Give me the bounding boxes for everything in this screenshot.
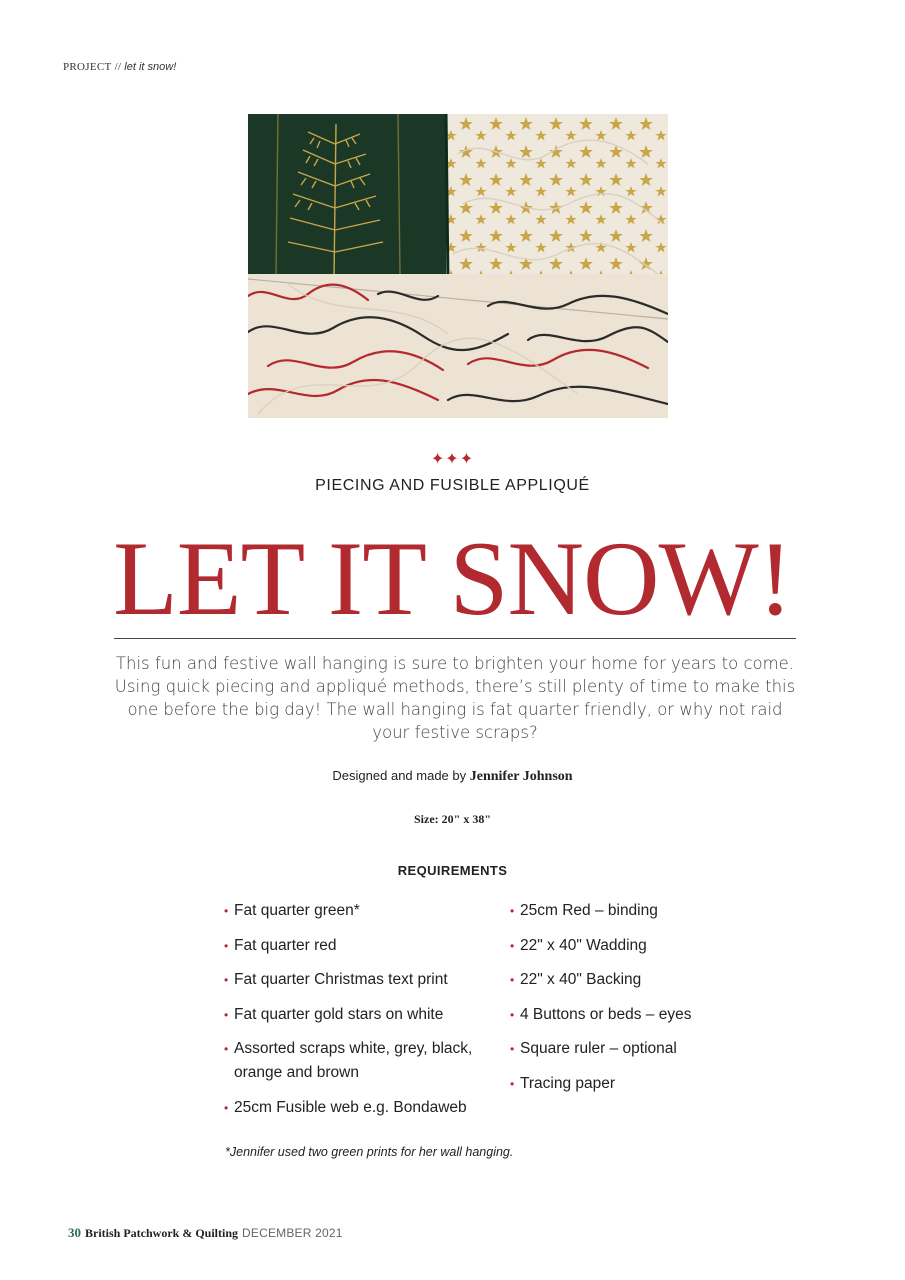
technique-kicker: PIECING AND FUSIBLE APPLIQUÉ xyxy=(315,477,590,494)
list-item: • 22" x 40" Wadding xyxy=(510,934,770,958)
list-item: • 22" x 40" Backing xyxy=(510,968,770,992)
running-head-separator: // xyxy=(114,61,122,73)
section-label: PROJECT xyxy=(63,61,112,73)
bullet-icon: • xyxy=(510,904,515,918)
bullet-icon: • xyxy=(224,938,229,953)
size-label: Size: xyxy=(414,812,439,826)
requirements-list-right xyxy=(510,899,770,1106)
bullet-icon: • xyxy=(224,1100,229,1115)
byline xyxy=(0,768,905,785)
list-item: • Tracing paper xyxy=(510,1072,770,1096)
requirements-heading: REQUIREMENTS xyxy=(397,863,508,878)
bullet-icon: • xyxy=(224,973,229,987)
list-item: • 25cm Fusible web e.g. Bondaweb xyxy=(224,1096,494,1120)
list-item: • 25cm Red – binding xyxy=(510,899,770,923)
designer-name: Jennifer Johnson xyxy=(469,769,573,784)
running-head-title: let it snow! xyxy=(124,61,177,73)
list-item: • Assorted scraps white, grey, black, orange and brown xyxy=(224,1037,494,1085)
list-item: • Square ruler – optional xyxy=(510,1037,770,1061)
page-footer xyxy=(68,1225,343,1241)
bullet-icon: • xyxy=(510,1076,515,1091)
standfirst: This fun and festive wall hanging is sure to brighten your home for years to come. Using quick piecing and appliqué methods, there’s still plenty of time to make this one before the big day! The wall hanging is fat quarter friendly, or why not raid your festive scraps? xyxy=(114,654,796,742)
size-value: 20" x 38" xyxy=(441,812,491,826)
finished-size xyxy=(0,812,905,827)
list-item: • Fat quarter gold stars on white xyxy=(224,1003,494,1027)
page-number: 30 xyxy=(68,1225,81,1240)
issue-date: DECEMBER 2021 xyxy=(242,1226,343,1240)
page-title: LET IT SNOW! xyxy=(113,520,792,637)
title-rule xyxy=(114,638,796,639)
bullet-icon: • xyxy=(510,938,515,953)
bullet-icon: • xyxy=(510,1007,515,1022)
byline-prefix: Designed and made by xyxy=(332,768,467,783)
ornament-diamonds: ✦✦✦ xyxy=(430,449,475,468)
running-head xyxy=(63,61,176,73)
requirements-list-left xyxy=(224,899,494,1130)
requirements-footnote: *Jennifer used two green prints for her wall hanging. xyxy=(225,1145,514,1159)
list-item: • Fat quarter Christmas text print xyxy=(224,968,494,992)
bullet-icon: • xyxy=(224,1042,229,1056)
bullet-icon: • xyxy=(224,1007,229,1022)
bullet-icon: • xyxy=(510,973,515,987)
magazine-name: British Patchwork & Quilting xyxy=(85,1226,239,1240)
list-item: • Fat quarter red xyxy=(224,934,494,958)
bullet-icon: • xyxy=(510,1042,515,1056)
list-item: • Fat quarter green* xyxy=(224,899,494,923)
list-item: • 4 Buttons or beds – eyes xyxy=(510,1003,770,1027)
quilt-detail-photo xyxy=(248,114,668,418)
bullet-icon: • xyxy=(224,904,229,918)
